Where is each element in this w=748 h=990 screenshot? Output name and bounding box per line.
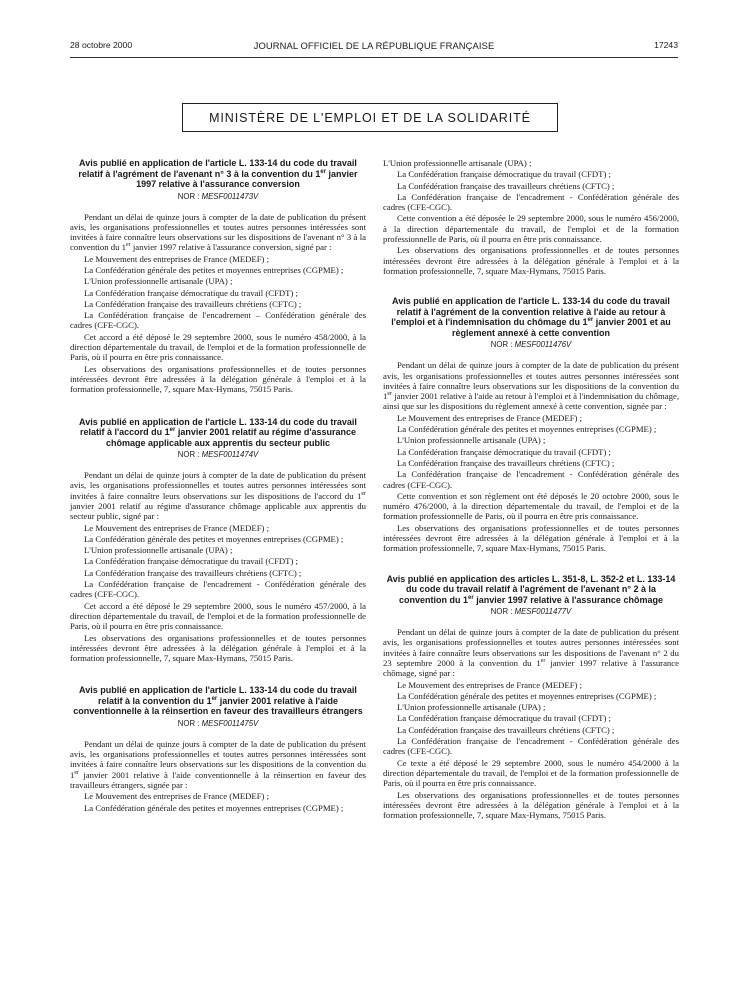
left-column (70, 158, 366, 835)
signatory: L'Union professionnelle artisanale (UPA) ; (84, 276, 233, 287)
paragraph: Pendant un délai de quinze jours à compter de la date de publication du présent avis, les organisations professionnelles et toutes autres personnes intéressées sont invitées à faire connaître leurs observations sur les dispositions de la convention du 1er janvier 2001 relative à l'aide au retour à l'emploi et à l'indemnisation du chômage, ainsi que sur les dispositions du règlement annexé à cette convention, signée par : (383, 360, 679, 412)
paragraph: Les observations des organisations professionnelles et de toutes personnes intéressées devront être adressées à la délégation générale à l'emploi et à la formation professionnelle, 7, square Max-Hymans, 75015 Paris. (70, 363, 366, 395)
nor-code: MESF0011475V (201, 718, 259, 728)
avis-block (383, 296, 679, 553)
signatory: Le Mouvement des entreprises de France (MEDEF) ; (397, 679, 583, 690)
nor-label: NOR : (490, 607, 513, 617)
avis-title: Avis publié en application de l'article L. 133-14 du code du travail relatif à l'agrément de la convention relative à l'aide au retour à l'emploi et à l'indemnisation du chômage du 1er janvier 2001 et au règlement annexé à cette convention (391, 296, 671, 338)
signatory: La Confédération française démocratique du travail (CFDT) ; (84, 556, 298, 567)
nor-reference (70, 450, 366, 459)
signatory: Le Mouvement des entreprises de France (MEDEF) ; (397, 412, 583, 423)
avis-title: Avis publié en application de l'article L. 133-14 du code du travail relatif à l'agrément de l'avenant n° 3 à la convention du 1er janvier 1997 relative à l'assurance conversion (78, 158, 358, 189)
paragraph: Cet accord a été déposé le 29 septembre 2000, sous le numéro 458/2000, à la direction départementale du travail, de l'emploi et de la formation professionnelle de Paris, où il pourra en être pris connaissance. (70, 331, 366, 363)
paragraph: Cette convention et son règlement ont été déposés le 20 octobre 2000, sous le numéro 476/2000, à la direction départementale du travail, de l'emploi et de la formation professionnelle de Paris, où il pourra en être pris connaissance. (383, 490, 679, 522)
avis-title: Avis publié en application de l'article L. 133-14 du code du travail relatif à la convention du 1er janvier 2001 relative à l'aide conventionnelle à la réinsertion en faveur des travailleurs étrangers (73, 685, 363, 717)
avis-title: Avis publié en application de l'article L. 133-14 du code du travail relatif à l'accord du 1er janvier 2001 relatif au régime d'assurance chômage applicable aux apprentis du secteur public (79, 416, 357, 448)
nor-label: NOR : (177, 718, 200, 728)
avis-continuation (383, 158, 679, 276)
signatory: La Confédération française démocratique du travail (CFDT) ; (397, 713, 611, 724)
signatory: La Confédération française de l'encadrement - Confédération générale des cadres (CFE-CGC). (383, 736, 679, 757)
signatory: La Confédération française de l'encadrement - Confédération générale des cadres (CFE-CGC). (383, 469, 679, 490)
paragraph: Les observations des organisations professionnelles et de toutes personnes intéressées devront être adressées à la délégation générale à l'emploi et à la formation professionnelle, 7, square Max-Hymans, 75015 Paris. (383, 789, 679, 821)
issue-date: 28 octobre 2000 (70, 40, 133, 50)
nor-code: MESF0011473V (201, 191, 259, 201)
nor-label: NOR : (490, 340, 513, 350)
signatory: La Confédération française de l'encadrement - Confédération générale des cadres (CFE-CGC). (70, 579, 366, 600)
avis-block (70, 158, 366, 395)
signatory: La Confédération française des travailleurs chrétiens (CFTC) ; (397, 457, 615, 468)
signatory: La Confédération générale des petites et moyennes entreprises (CGPME) ; (84, 533, 344, 544)
signatory: La Confédération française des travailleurs chrétiens (CFTC) ; (84, 298, 302, 309)
avis-title: Avis publié en application des articles L. 351-8, L. 352-2 et L. 133-14 du code du travail relatif à l'agrément de l'avenant n° 2 à la convention du 1er janvier 1997 relative à l'assurance chômage (386, 573, 676, 605)
paragraph: Pendant un délai de quinze jours à compter de la date de publication du présent avis, les organisations professionnelles et toutes autres personnes intéressées sont invitées à faire connaître leurs observations sur les dispositions de la convention du 1er janvier 2001 relative à l'aide conventionnelle à la réinsertion en faveur des travailleurs étrangers, signée par : (70, 738, 366, 791)
nor-code: MESF0011476V (514, 340, 572, 350)
signatory: La Confédération française démocratique du travail (CFDT) ; (84, 287, 298, 298)
journal-title: JOURNAL OFFICIEL DE LA RÉPUBLIQUE FRANÇAISE (253, 40, 495, 51)
nor-label: NOR : (177, 191, 200, 201)
signatory: La Confédération française démocratique du travail (CFDT) ; (397, 169, 611, 180)
signatory: La Confédération générale des petites et moyennes entreprises (CGPME) ; (84, 264, 344, 275)
nor-code: MESF0011474V (201, 450, 259, 460)
header-rule (70, 57, 678, 58)
signatory: La Confédération française de l'encadrement – Confédération générale des cadres (CFE-CGC). (70, 310, 366, 331)
signatory: Le Mouvement des entreprises de France (MEDEF) ; (84, 253, 270, 264)
avis-block (70, 685, 366, 813)
paragraph: Les observations des organisations professionnelles et de toutes personnes intéressées devront être adressées à la délégation générale à l'emploi et à la formation professionnelle, 7, square Max-Hymans, 75015 Paris. (383, 245, 679, 276)
signatory: L'Union professionnelle artisanale (UPA) ; (84, 545, 233, 556)
paragraph: Ce texte a été déposé le 29 septembre 2000, sous le numéro 454/2000 à la direction départementale du travail, de l'emploi et de la formation professionnelle de Paris, où il pourra en être pris connaissance. (383, 757, 679, 789)
paragraph: Pendant un délai de quinze jours à compter de la date de publication du présent avis, les organisations professionnelles et toutes autres personnes intéressées sont invitées à faire connaître leurs observations sur les dispositions de l'accord du 1er janvier 2001 relatif au régime d'assurance chômage applicable aux apprentis du secteur public, signé par : (70, 470, 366, 522)
signatory: L'Union professionnelle artisanale (UPA) ; (383, 158, 532, 168)
signatory: La Confédération générale des petites et moyennes entreprises (CGPME) ; (397, 424, 657, 435)
nor-reference (383, 340, 679, 349)
signatory: La Confédération française des travailleurs chrétiens (CFTC) ; (397, 724, 615, 735)
right-column (383, 158, 679, 840)
signatory: La Confédération française de l'encadrement - Confédération générale des cadres (CFE-CGC). (383, 191, 679, 213)
page-number: 17243 (654, 40, 678, 50)
signatory: La Confédération générale des petites et moyennes entreprises (CGPME) ; (84, 802, 344, 813)
nor-reference (383, 607, 679, 616)
avis-block (70, 417, 366, 664)
signatory: La Confédération générale des petites et moyennes entreprises (CGPME) ; (397, 690, 657, 701)
paragraph: Pendant un délai de quinze jours à compter de la date de publication du présent avis, les organisations professionnelles et toutes autres personnes intéressées sont invitées à faire connaître leurs observations sur les dispositions de l'avenant n° 2 du 23 septembre 2000 à la convention du 1er janvier 1997 relative à l'assurance chômage, signé par : (383, 627, 679, 679)
signatory: La Confédération française des travailleurs chrétiens (CFTC) ; (84, 567, 302, 578)
signatory: La Confédération française des travailleurs chrétiens (CFTC) ; (397, 180, 615, 191)
nor-reference (70, 719, 366, 728)
signatory: Le Mouvement des entreprises de France (MEDEF) ; (84, 522, 270, 533)
paragraph: Pendant un délai de quinze jours à compter de la date de publication du présent avis, les organisations professionnelles et toutes autres personnes intéressées sont invitées à faire connaître leurs observations sur les dispositions de l'avenant n° 3 à la convention du 1er janvier 1997 relative à l'assurance conversion, signé par : (70, 211, 366, 253)
paragraph: Les observations des organisations professionnelles et de toutes personnes intéressées devront être adressées à la délégation générale à l'emploi et à la formation professionnelle, 7, square Max-Hymans, 75015 Paris. (70, 632, 366, 664)
signatory: L'Union professionnelle artisanale (UPA) ; (397, 435, 546, 446)
paragraph: Les observations des organisations professionnelles et de toutes personnes intéressées devront être adressées à la délégation générale à l'emploi et à la formation professionnelle, 7, square Max-Hymans, 75015 Paris. (383, 522, 679, 554)
nor-code: MESF0011477V (514, 607, 572, 617)
avis-block (383, 574, 679, 821)
nor-reference (70, 192, 366, 201)
paragraph: Cette convention a été déposée le 29 septembre 2000, sous le numéro 456/2000, à la direction départementale du travail, de l'emploi et de la formation professionnelle de Paris, où il pourra en être pris connaissance. (383, 213, 679, 245)
signatory: Le Mouvement des entreprises de France (MEDEF) ; (84, 791, 270, 802)
ministry-heading: MINISTÈRE DE L'EMPLOI ET DE LA SOLIDARITÉ (182, 103, 558, 132)
paragraph: Cet accord a été déposé le 29 septembre 2000, sous le numéro 457/2000, à la direction départementale du travail, de l'emploi et de la formation professionnelle de Paris, où il pourra en être pris connaissance. (70, 600, 366, 632)
nor-label: NOR : (177, 450, 200, 460)
page-header (0, 40, 748, 54)
signatory: L'Union professionnelle artisanale (UPA) ; (397, 702, 546, 713)
signatory: La Confédération française démocratique du travail (CFDT) ; (397, 446, 611, 457)
